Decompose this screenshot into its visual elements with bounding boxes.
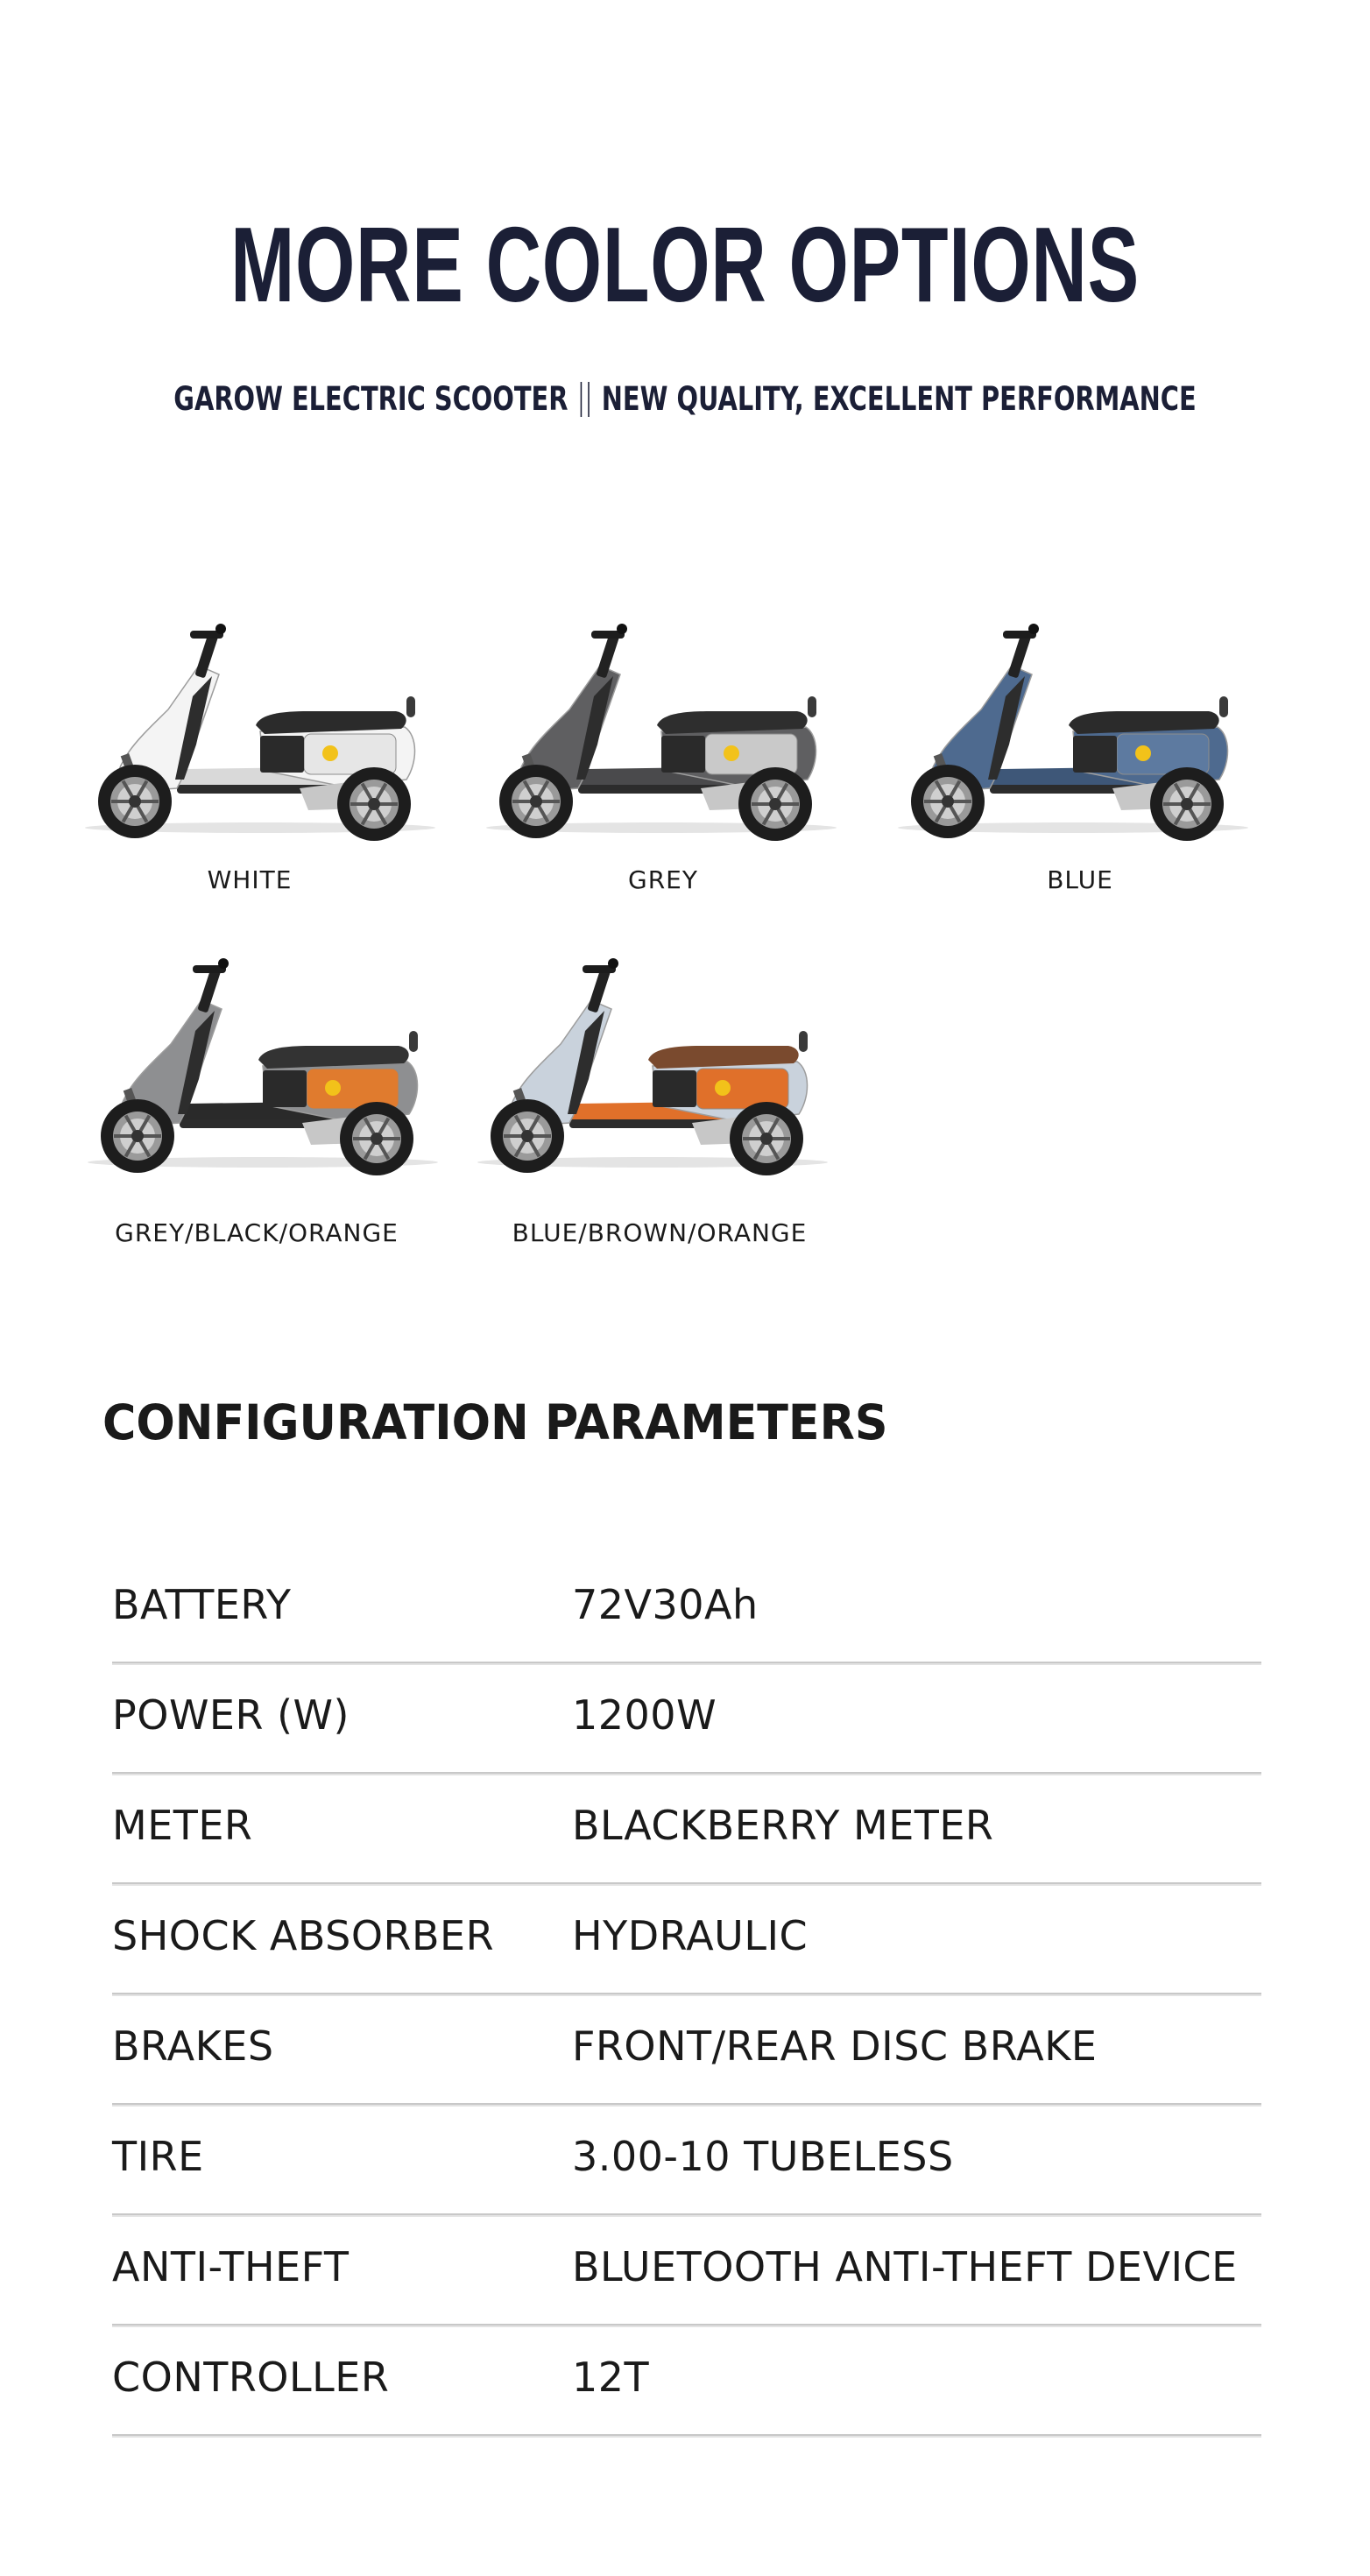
spec-key: CONTROLLER bbox=[112, 2354, 390, 2401]
tail-light bbox=[1219, 696, 1228, 717]
brand-badge bbox=[322, 745, 338, 761]
wheel-axle bbox=[368, 798, 380, 810]
tail-light bbox=[409, 1031, 418, 1052]
subtitle-tagline: NEW QUALITY, EXCELLENT PERFORMANCE bbox=[601, 380, 1197, 418]
subtitle-separator bbox=[581, 382, 590, 417]
scooter-illustration bbox=[482, 613, 841, 850]
handlebar-stem bbox=[194, 632, 218, 678]
tail-light bbox=[808, 696, 816, 717]
spec-value: BLUETOOTH ANTI-THEFT DEVICE bbox=[572, 2243, 1238, 2290]
spec-row bbox=[112, 1886, 1261, 1996]
spec-value: BLACKBERRY METER bbox=[572, 1802, 994, 1849]
spec-table bbox=[112, 1555, 1261, 2438]
battery-box bbox=[1073, 736, 1117, 773]
spec-row bbox=[112, 1775, 1261, 1886]
spec-key: TIRE bbox=[112, 2133, 204, 2180]
page-title: MORE COLOR OPTIONS bbox=[230, 205, 1140, 324]
battery-box bbox=[263, 1070, 307, 1107]
color-label-grey-black-orange: GREY/BLACK/ORANGE bbox=[115, 1218, 399, 1247]
wheel-axle bbox=[530, 795, 542, 808]
scooter-illustration bbox=[893, 613, 1253, 850]
brand-badge bbox=[325, 1080, 341, 1096]
wheel-axle bbox=[129, 795, 141, 808]
wheel-axle bbox=[942, 795, 954, 808]
spec-value: 3.00-10 TUBELESS bbox=[572, 2133, 954, 2180]
tail-light bbox=[799, 1031, 808, 1052]
wheel-axle bbox=[131, 1130, 144, 1142]
spec-value: 72V30Ah bbox=[572, 1581, 759, 1628]
handlebar-stem bbox=[587, 966, 611, 1013]
handlebar-stem bbox=[1007, 632, 1031, 678]
spec-key: POWER (W) bbox=[112, 1691, 350, 1739]
spec-row bbox=[112, 2217, 1261, 2327]
subtitle bbox=[151, 380, 1219, 418]
scooter-image-grey bbox=[482, 613, 841, 850]
color-label-blue-brown-orange: BLUE/BROWN/ORANGE bbox=[512, 1218, 808, 1247]
mirror bbox=[215, 624, 226, 634]
wheel-axle bbox=[521, 1130, 533, 1142]
scooter-illustration bbox=[83, 948, 442, 1184]
color-label-white: WHITE bbox=[207, 865, 293, 894]
spec-row bbox=[112, 1996, 1261, 2107]
spec-row bbox=[112, 1555, 1261, 1665]
spec-key: SHOCK ABSORBER bbox=[112, 1912, 495, 1959]
row-divider bbox=[112, 2434, 1261, 2438]
mirror bbox=[218, 958, 229, 969]
spec-key: BATTERY bbox=[112, 1581, 292, 1628]
spec-key: METER bbox=[112, 1802, 253, 1849]
mirror bbox=[617, 624, 627, 634]
brand-badge bbox=[1135, 745, 1151, 761]
subtitle-brand: GAROW ELECTRIC SCOOTER bbox=[173, 380, 568, 418]
scooter-illustration bbox=[473, 948, 832, 1184]
mirror bbox=[1028, 624, 1039, 634]
scooter-illustration bbox=[81, 613, 440, 850]
scooter-image-white bbox=[81, 613, 440, 850]
brand-badge bbox=[724, 745, 739, 761]
spec-key: ANTI-THEFT bbox=[112, 2243, 350, 2290]
handlebar-stem bbox=[596, 632, 619, 678]
battery-box bbox=[661, 736, 705, 773]
brand-badge bbox=[715, 1080, 731, 1096]
scooter-image-blue-brown-orange bbox=[473, 948, 832, 1184]
spec-row bbox=[112, 1665, 1261, 1775]
color-label-grey: GREY bbox=[628, 865, 698, 894]
color-label-blue: BLUE bbox=[1047, 865, 1113, 894]
battery-box bbox=[260, 736, 304, 773]
scooter-image-grey-black-orange bbox=[83, 948, 442, 1184]
wheel-axle bbox=[769, 798, 781, 810]
scooter-image-blue bbox=[893, 613, 1253, 850]
spec-value: HYDRAULIC bbox=[572, 1912, 809, 1959]
handlebar-stem bbox=[197, 966, 221, 1013]
wheel-axle bbox=[371, 1133, 383, 1145]
wheel-axle bbox=[760, 1133, 773, 1145]
wheel-axle bbox=[1181, 798, 1193, 810]
spec-row bbox=[112, 2327, 1261, 2438]
tail-light bbox=[406, 696, 415, 717]
spec-value: FRONT/REAR DISC BRAKE bbox=[572, 2022, 1098, 2070]
spec-key: BRAKES bbox=[112, 2022, 274, 2070]
spec-value: 12T bbox=[572, 2354, 650, 2401]
battery-box bbox=[653, 1070, 696, 1107]
config-section-title: CONFIGURATION PARAMETERS bbox=[102, 1394, 888, 1450]
spec-row bbox=[112, 2107, 1261, 2217]
mirror bbox=[608, 958, 618, 969]
spec-value: 1200W bbox=[572, 1691, 717, 1739]
